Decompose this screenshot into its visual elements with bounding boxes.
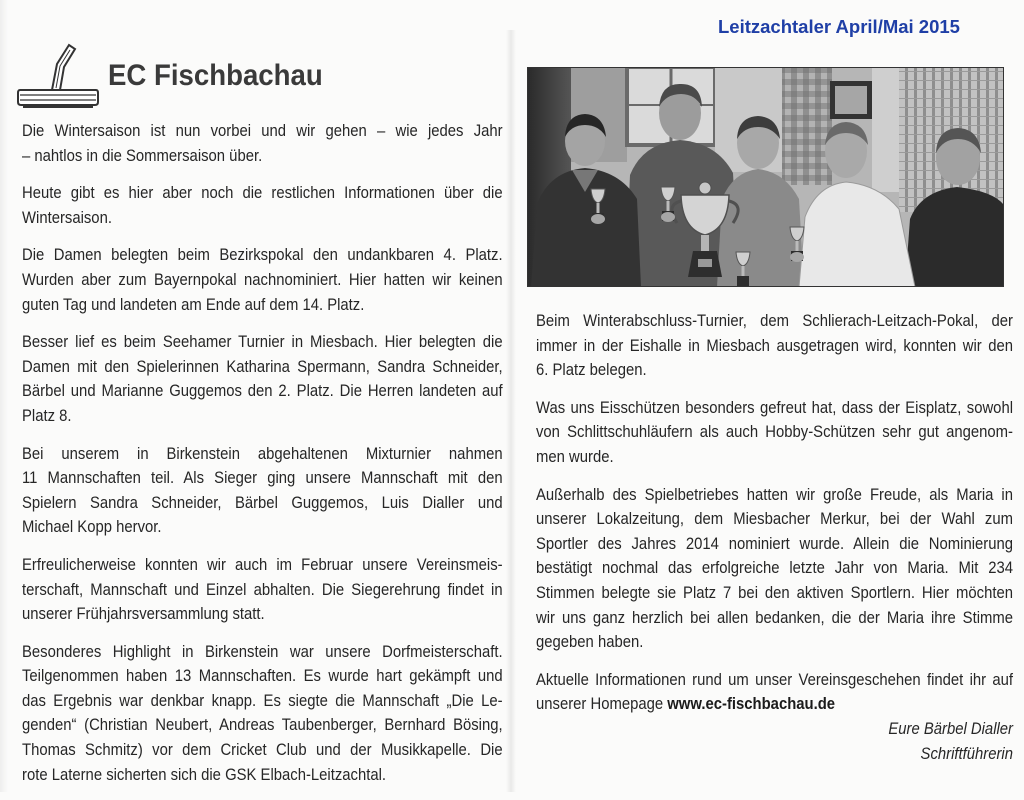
text-line: Bärbel und Marianne Guggemos den 2. Platz. Die Herren landeten auf: [22, 382, 503, 401]
text-line: Wintersaison.: [22, 208, 112, 227]
text-line: Beim Winterabschluss-Turnier, dem Schlierach-Leitzach-Pokal, der: [536, 312, 1013, 330]
homepage-link: www.ec-fischbachau.de: [667, 695, 836, 714]
text-line: Heute gibt es hier aber noch die restlichen Informationen über die: [22, 184, 503, 203]
scan-edge: [0, 0, 8, 792]
text-line: Wurden aber zum Bayernpokal nachnominiert. Hier hatten wir keinen: [22, 270, 503, 289]
paragraph: [22, 119, 503, 168]
publication-header: Leitzachtaler April/Mai 2015: [718, 16, 960, 37]
text-line: unserer Frühjahrsversammlung statt.: [22, 605, 265, 624]
text-line: Bei unserem in Birkenstein abgehaltenen Mixturnier nahmen: [22, 444, 503, 463]
text-line: Die Damen belegten beim Bezirkspokal den undankbaren 4. Platz.: [22, 246, 503, 265]
paragraph: [22, 640, 503, 788]
paragraph: [536, 668, 1013, 717]
text-line: terschaft, Mannschaft und Einzel abhalten. Die Siegerehrung findet in: [22, 580, 503, 599]
text-line: 11 Mannschaften teil. Als Sieger ging unsere Mannschaft mit den: [22, 469, 503, 488]
text-line: genden“ (Christian Neubert, Andreas Taubenberger, Bernhard Bösing,: [22, 716, 503, 735]
text-line: Besonderes Highlight in Birkenstein war unsere Dorfmeisterschaft.: [22, 642, 503, 661]
homepage-label: unserer Homepage: [536, 695, 664, 714]
eisstock-icon: [17, 42, 99, 112]
paragraph: [22, 553, 503, 627]
text-line: Spielern Sandra Schneider, Bärbel Guggemos, Luis Dialler und: [22, 493, 503, 512]
team-photo: [527, 67, 1004, 287]
left-column: [22, 119, 503, 800]
paragraph: [536, 309, 1013, 383]
text-line: Stimmen belegte sie Platz 7 bei den aktiven Sportlern. Hier möchten: [536, 583, 1013, 602]
text-line: Außerhalb des Spielbetriebes hatten wir große Freude, als Maria in: [536, 485, 1013, 504]
text-line: Damen mit den Spielerinnen Katharina Spermann, Sandra Schneider,: [22, 357, 503, 376]
text-line: das Ergebnis war denkbar knapp. Es siegte die Mannschaft „Die Le-: [22, 691, 503, 710]
text-line: Sportler des Jahres 2014 nominiert wurde. Allein die Nominierung: [536, 534, 1013, 553]
text-line: bestätigt nochmal das erfolgreiche letzte Jahr von Maria. Mit 234: [536, 559, 1013, 578]
text-line: Michael Kopp hervor.: [22, 518, 162, 537]
text-line: wir uns ganz herzlich bei allen bedanken, die der Maria ihre Stimme: [536, 608, 1013, 627]
text-line: Aktuelle Informationen rund um unser Vereinsgeschehen findet ihr auf: [536, 670, 1013, 689]
signature-name: Eure Bärbel Dialler: [888, 719, 1013, 738]
text-line: 6. Platz belegen.: [536, 361, 647, 380]
text-line: rote Laterne sicherten sich die GSK Elbach-Leitzachtal.: [22, 765, 387, 784]
curtain: [782, 67, 832, 185]
text-line: Die Wintersaison ist nun vorbei und wir gehen – wie jedes Jahr: [22, 122, 503, 140]
paragraph: [22, 330, 503, 428]
right-column: [536, 309, 1013, 766]
text-line: immer in der Eishalle in Miesbach ausgetragen wird, konnten wir den: [536, 336, 1013, 355]
text-line: men wurde.: [536, 447, 614, 466]
text-line: Erfreulicherweise konnten wir auch im Februar unsere Vereinsmeis-: [22, 555, 503, 574]
text-line: von Schlittschuhläufern als auch Hobby-Schützen sehr gut angenom-: [536, 423, 1013, 442]
signature-role: Schriftführerin: [920, 744, 1013, 763]
article-title: EC Fischbachau: [108, 59, 323, 92]
homepage-line: [536, 692, 1013, 717]
scan-edge: [506, 30, 516, 792]
paragraph: [22, 181, 503, 230]
text-line: Platz 8.: [22, 406, 72, 425]
text-line: Thomas Schmitz) vor dem Cricket Club und der Musikkapelle. Die: [22, 741, 503, 760]
text-line: Besser lief es beim Seehamer Turnier in Miesbach. Hier belegten die: [22, 333, 503, 352]
text-line: gegeben haben.: [536, 633, 644, 652]
text-line: – nahtlos in die Sommersaison über.: [22, 146, 263, 165]
paragraph: [22, 442, 503, 540]
right-paragraphs: [536, 309, 1013, 655]
paragraph: [536, 483, 1013, 655]
text-line: unserer Lokalzeitung, dem Miesbacher Merkur, bei der Wahl zum: [536, 510, 1013, 529]
picture-frame: [830, 81, 872, 119]
text-line: guten Tag und landeten am Ende auf dem 14. Platz.: [22, 295, 365, 314]
paragraph: [22, 243, 503, 317]
text-line: Was uns Eisschützen besonders gefreut hat, dass der Eisplatz, sowohl: [536, 398, 1013, 417]
text-line: Teilgenommen haben 13 Mannschaften. Es wurde hart gekämpft und: [22, 667, 503, 686]
paragraph: [536, 396, 1013, 470]
